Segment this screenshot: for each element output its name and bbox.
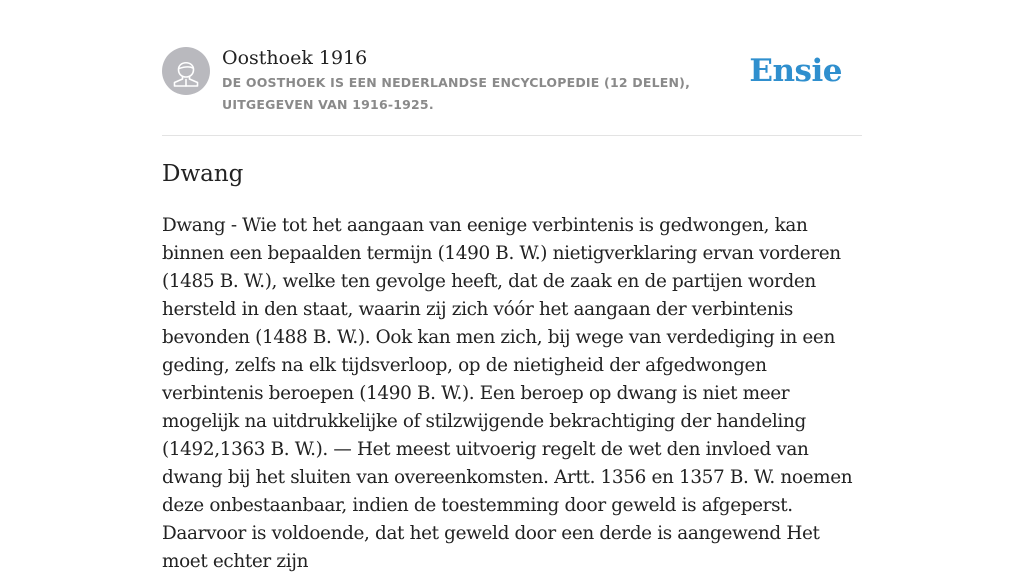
source-description: DE OOSTHOEK IS EEN NEDERLANDSE ENCYCLOPEDIE (12 DELEN), UITGEGEVEN VAN 1916-1925. bbox=[222, 75, 691, 112]
source-header bbox=[162, 44, 862, 135]
entry-title: Dwang bbox=[162, 161, 244, 187]
divider bbox=[162, 135, 862, 136]
ensie-logo[interactable]: Ensie bbox=[749, 53, 842, 89]
source-title[interactable]: Oosthoek 1916 bbox=[222, 47, 368, 69]
user-icon bbox=[162, 47, 210, 95]
entry-body: Dwang - Wie tot het aangaan van eenige verbintenis is gedwongen, kan binnen een bepaalden termijn (1490 B. W.) nietigverklaring ervan vorderen (1485 B. W.), welke ten gevolge heeft, dat de zaak en de partijen worden hersteld in den staat, waarin zij zich vóór het aangaan der verbintenis bevonden (1488 B. W.). Ook kan men zich, bij wege van verdediging in een geding, zelfs na elk tijdsverloop, op de nietigheid der afgedwongen verbintenis beroepen (1490 B. W.). Een beroep op dwang is niet meer mogelijk na uitdrukkelijke of stilzwijgende bekrachtiging der handeling (1492,1363 B. W.). — Het meest uitvoerig regelt de wet den invloed van dwang bij het sluiten van overeenkomsten. Artt. 1356 en 1357 B. W. noemen deze onbestaanbaar, indien de toestemming door geweld is afgeperst. Daarvoor is voldoende, dat het geweld door een derde is aangewend Het moet echter zijn bbox=[162, 215, 853, 572]
avatar[interactable] bbox=[162, 47, 210, 95]
